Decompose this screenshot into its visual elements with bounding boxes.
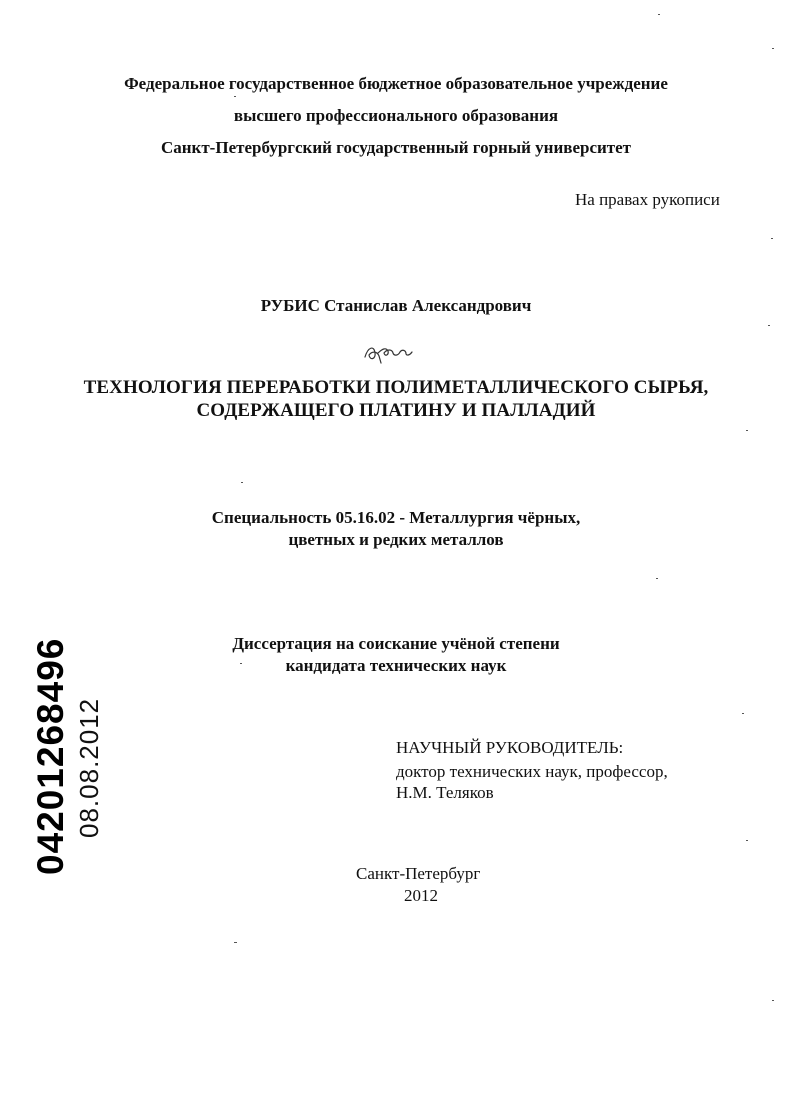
manuscript-note: На правах рукописи [575, 190, 720, 209]
scan-speck [234, 96, 236, 97]
advisor-heading: НАУЧНЫЙ РУКОВОДИТЕЛЬ: [396, 738, 624, 757]
author-surname: РУБИС [260, 296, 320, 315]
registration-number-stamp: 04201268496 [30, 637, 71, 875]
signature-icon [362, 337, 422, 367]
dissertation-title-line-2: СОДЕРЖАЩЕГО ПЛАТИНУ И ПАЛЛАДИЙ [196, 400, 596, 421]
place-year: 2012 [404, 886, 438, 905]
place-city: Санкт-Петербург [356, 864, 481, 883]
author-name [0, 296, 792, 316]
scan-speck [656, 578, 658, 579]
scan-speck [746, 840, 748, 841]
scan-speck [241, 482, 243, 483]
scan-speck [658, 14, 660, 15]
specialty-line-2: цветных и редких металлов [288, 530, 504, 549]
advisor-name: Н.М. Теляков [396, 783, 494, 802]
degree-line-1: Диссертация на соискание учёной степени [232, 634, 560, 653]
scan-speck [768, 325, 770, 326]
scan-speck [772, 48, 774, 49]
registration-date-stamp: 08.08.2012 [74, 697, 104, 838]
scan-speck [742, 713, 744, 714]
dissertation-title-line-1: ТЕХНОЛОГИЯ ПЕРЕРАБОТКИ ПОЛИМЕТАЛЛИЧЕСКОГО СЫРЬЯ, [83, 377, 709, 398]
institution-line-3: Санкт-Петербургский государственный горный университет [160, 138, 632, 157]
institution-line-2: высшего профессионального образования [233, 106, 559, 125]
scan-speck [771, 238, 773, 239]
scan-speck [772, 1000, 774, 1001]
author-given-names: Станислав Александрович [324, 296, 532, 315]
scan-speck [234, 942, 237, 943]
scan-speck [240, 663, 242, 664]
advisor-title: доктор технических наук, профессор, [396, 762, 668, 781]
institution-line-1: Федеральное государственное бюджетное образовательное учреждение [124, 74, 668, 93]
scan-speck [746, 430, 748, 431]
degree-line-2: кандидата технических наук [285, 656, 507, 675]
specialty-line-1: Специальность 05.16.02 - Металлургия чёрных, [211, 508, 581, 527]
